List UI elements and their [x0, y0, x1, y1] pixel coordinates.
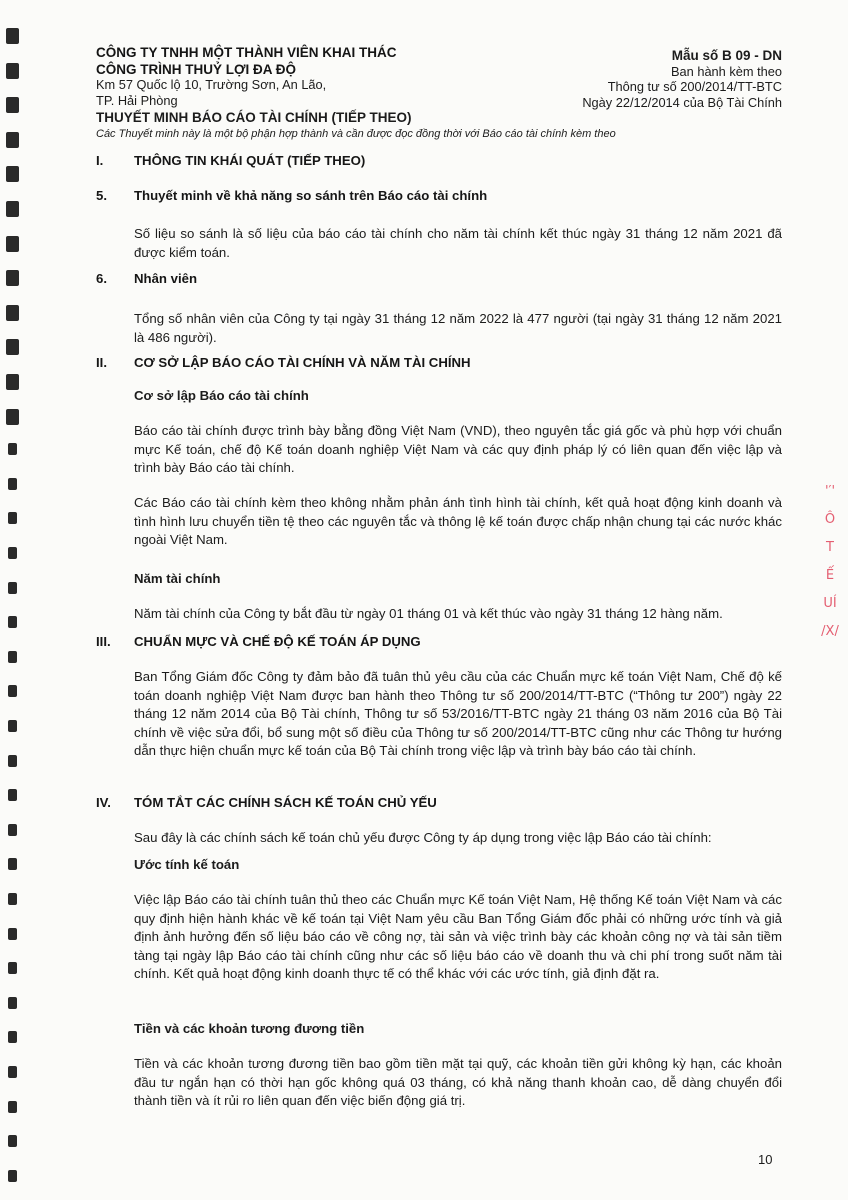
binding-hole	[8, 1135, 17, 1147]
section-title: CƠ SỞ LẬP BÁO CÁO TÀI CHÍNH VÀ NĂM TÀI CHÍNH	[134, 355, 471, 370]
form-info	[582, 48, 782, 110]
form-line2: Thông tư số 200/2014/TT-BTC	[607, 79, 782, 94]
stamp-char: Ô	[824, 512, 836, 527]
company-name-line2: CÔNG TRÌNH THUỶ LỢI ĐA ĐỘ	[96, 62, 297, 77]
company-name-line1: CÔNG TY TNHH MỘT THÀNH VIÊN KHAI THÁC	[96, 45, 397, 60]
paragraph-comparability: Số liệu so sánh là số liệu của báo cáo tài chính cho năm tài chính kết thúc ngày 31 tháng 12 năm 2021 đã được kiểm toán.	[134, 226, 782, 260]
binding-hole	[8, 616, 17, 628]
section-title: TÓM TẮT CÁC CHÍNH SÁCH KẾ TOÁN CHỦ YẾU	[134, 795, 437, 810]
binding-holes	[6, 0, 26, 1200]
binding-hole	[8, 824, 17, 836]
company-address	[96, 77, 326, 108]
binding-hole	[6, 339, 19, 355]
binding-hole	[8, 962, 17, 974]
subheading-basis: Cơ sở lập Báo cáo tài chính	[134, 388, 309, 403]
address-line2: TP. Hải Phòng	[96, 92, 178, 108]
binding-hole	[8, 1101, 17, 1113]
binding-hole	[8, 1031, 17, 1043]
paragraph-employees: Tổng số nhân viên của Công ty tại ngày 31 tháng 12 năm 2022 là 477 người (tại ngày 31 tháng 12 năm 2021 là 486 người).	[134, 311, 782, 345]
section-number: II.	[96, 355, 107, 370]
binding-hole	[6, 305, 19, 321]
form-line1: Ban hành kèm theo	[671, 63, 782, 79]
stamp-edge-marks	[818, 482, 842, 652]
section-title: THÔNG TIN KHÁI QUÁT (TIẾP THEO)	[134, 153, 366, 168]
subsection-number: 6.	[96, 271, 107, 286]
company-name	[96, 44, 397, 78]
binding-hole	[6, 63, 19, 79]
form-code: Mẫu số B 09 - DN	[671, 48, 782, 63]
paragraph-fiscal-year: Năm tài chính của Công ty bắt đầu từ ngày 01 tháng 01 và kết thúc vào ngày 31 tháng 12 hàng năm.	[134, 606, 723, 621]
binding-hole	[8, 547, 17, 559]
binding-hole	[6, 132, 19, 148]
paragraph-basis-1: Báo cáo tài chính được trình bày bằng đồng Việt Nam (VND), theo nguyên tắc giá gốc và phù hợp với chuẩn mực Kế toán, chế độ Kế toán doanh nghiệp Việt Nam và các quy định pháp lý có liên quan đến việc lập và trình bày Báo cáo tài chính.	[134, 423, 782, 475]
section-title: CHUẨN MỰC VÀ CHẾ ĐỘ KẾ TOÁN ÁP DỤNG	[134, 634, 421, 649]
binding-hole	[8, 789, 17, 801]
stamp-char: '′'	[824, 484, 836, 499]
binding-hole	[8, 1170, 17, 1182]
binding-hole	[6, 270, 19, 286]
binding-hole	[6, 201, 19, 217]
subsection-number: 5.	[96, 188, 107, 203]
binding-hole	[8, 928, 17, 940]
binding-hole	[6, 409, 19, 425]
report-note: Các Thuyết minh này là một bộ phận hợp thành và cần được đọc đồng thời với Báo cáo tài chính kèm theo	[96, 128, 616, 140]
address-line1: Km 57 Quốc lộ 10, Trường Sơn, An Lão,	[96, 77, 327, 92]
binding-hole	[8, 443, 17, 455]
binding-hole	[8, 651, 17, 663]
binding-hole	[6, 28, 19, 44]
page-number: 10	[758, 1152, 773, 1167]
section-number: I.	[96, 153, 104, 168]
paragraph-estimates: Việc lập Báo cáo tài chính tuân thủ theo các Chuẩn mực Kế toán Việt Nam, Hệ thống Kế toán Việt Nam và các quy định hiện hành khác về kế toán tại Việt Nam yêu cầu Ban Tổng Giám đốc phải có những ước tính và giả định ảnh hưởng đến số liệu báo cáo về công nợ, tài sản và việc trình bày các khoản công nợ và tài sản tiềm tàng tại ngày lập Báo cáo tài chính cũng như các số liệu báo cáo về doanh thu và chi phí trong suốt năm tài chính. Kết quả hoạt động kinh doanh thực tế có thể khác với các ước tính, giả định đặt ra.	[134, 892, 782, 981]
paragraph-cash: Tiền và các khoản tương đương tiền bao gồm tiền mặt tại quỹ, các khoản tiền gửi không kỳ hạn, các khoản đầu tư ngắn hạn có thời hạn gốc không quá 03 tháng, có khả năng thanh khoản cao, dễ dàng chuyển đổi thành tiền và ít rủi ro liên quan đến việc biến động giá trị.	[134, 1056, 782, 1108]
subheading-cash: Tiền và các khoản tương đương tiền	[134, 1021, 365, 1036]
subheading-estimates: Ước tính kế toán	[134, 857, 240, 872]
binding-hole	[8, 858, 17, 870]
paragraph-standards: Ban Tổng Giám đốc Công ty đảm bảo đã tuân thủ yêu cầu của các Chuẩn mực kế toán Việt Nam, Chế độ kế toán doanh nghiệp Việt Nam được ban hành theo Thông tư số 200/2014/TT-BTC (“Thông tư 200”) ngày 22 tháng 12 năm 2014 của Bộ Tài chính, Thông tư số 53/2016/TT-BTC ngày 21 tháng 03 năm 2016 của Bộ Tài chính về việc sửa đổi, bổ sung một số điều của Thông tư số 200/2014/TT-BTC cũng như các Thông tư hướng dẫn thực hiện chuẩn mực kế toán của Bộ Tài chính trong việc lập và trình bày báo cáo tài chính.	[134, 669, 782, 758]
stamp-char: T	[826, 540, 834, 555]
binding-hole	[6, 236, 19, 252]
binding-hole	[6, 374, 19, 390]
binding-hole	[8, 512, 17, 524]
stamp-char: UÍ	[823, 596, 837, 611]
binding-hole	[8, 582, 17, 594]
paragraph-policies-intro: Sau đây là các chính sách kế toán chủ yếu được Công ty áp dụng trong việc lập Báo cáo tài chính:	[134, 830, 712, 845]
binding-hole	[8, 478, 17, 490]
report-title: THUYẾT MINH BÁO CÁO TÀI CHÍNH (TIẾP THEO)	[96, 110, 412, 125]
paragraph-basis-2: Các Báo cáo tài chính kèm theo không nhằm phản ánh tình hình tài chính, kết quả hoạt động kinh doanh và tình hình lưu chuyển tiền tệ theo các nguyên tắc và thông lệ kế toán được chấp nhận chung tại các nước khác ngoài Việt Nam.	[134, 495, 782, 547]
subheading-fiscal-year: Năm tài chính	[134, 571, 221, 586]
subsection-title: Nhân viên	[134, 271, 198, 286]
binding-hole	[8, 893, 17, 905]
binding-hole	[8, 1066, 17, 1078]
stamp-char: /X/	[821, 624, 839, 639]
binding-hole	[6, 97, 19, 113]
binding-hole	[8, 720, 17, 732]
binding-hole	[8, 685, 17, 697]
form-line3: Ngày 22/12/2014 của Bộ Tài Chính	[582, 94, 782, 110]
binding-hole	[8, 755, 17, 767]
binding-hole	[8, 997, 17, 1009]
binding-hole	[6, 166, 19, 182]
section-number: III.	[96, 634, 111, 649]
stamp-char: Ế	[825, 568, 835, 583]
section-number: IV.	[96, 795, 111, 810]
subsection-title: Thuyết minh về khả năng so sánh trên Báo cáo tài chính	[134, 188, 488, 203]
